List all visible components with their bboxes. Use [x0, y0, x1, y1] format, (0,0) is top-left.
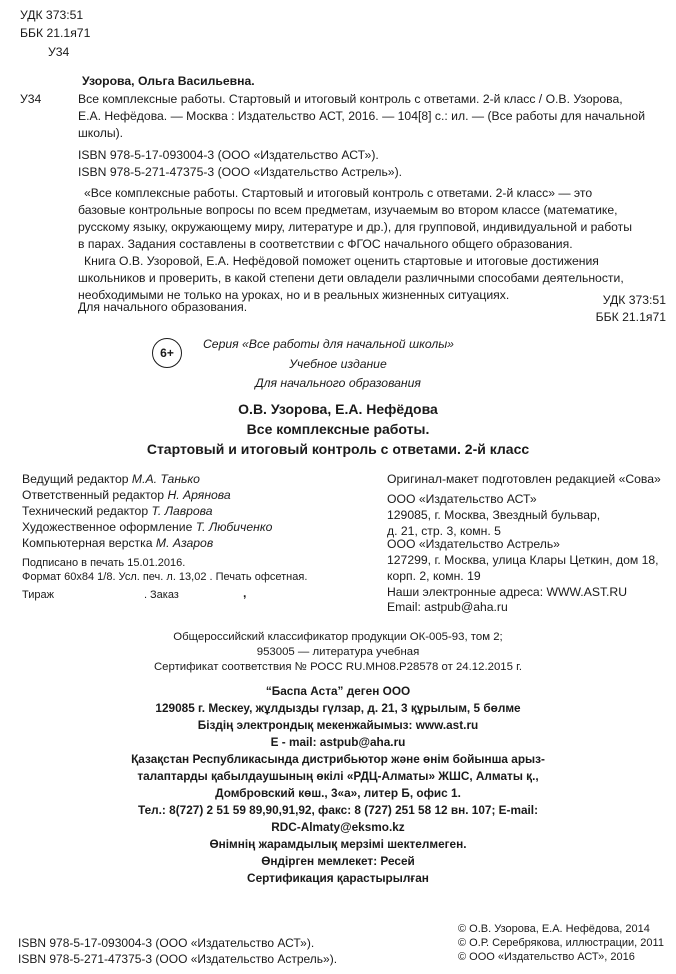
staff-role: Художественное оформление [22, 520, 193, 534]
kz-line: Тел.: 8(727) 2 51 59 89,90,91,92, факс: 8 (727) 251 58 12 вн. 107; E-mail: [137, 803, 538, 817]
series-edition: Учебное издание [289, 357, 387, 371]
staff-role: Ответственный редактор [22, 488, 165, 502]
publisher-web: Наши электронные адреса: WWW.AST.RU [387, 585, 628, 599]
footer-isbn-1: ISBN 978-5-17-093004-3 (ООО «Издательство АСТ»). [18, 936, 315, 950]
footer-copyright-2: © О.Р. Серебрякова, иллюстрации, 2011 [458, 937, 664, 949]
publisher-email: Email: astpub@aha.ru [387, 600, 508, 614]
series-name: Серия «Все работы для начальной школы» [203, 337, 454, 351]
biblio-bbk: ББК 21.1я71 [595, 310, 666, 324]
print-format: Формат 60x84 1/8. Усл. печ. л. 13,02 . Печать офсетная. [22, 571, 308, 583]
staff-row [22, 472, 272, 487]
biblio-description [78, 186, 632, 303]
publisher-name: ООО «Издательство Астрель» [387, 537, 560, 551]
staff-role: Компьютерная верстка [22, 536, 153, 550]
biblio-isbn-2: ISBN 978-5-271-47375-3 (ООО «Издательство Астрель»). [78, 165, 403, 179]
header-bbk: ББК 21.1я71 [20, 26, 91, 40]
desc-line: необходимыми не только на уроках, но и в реальных жизненных ситуациях. [78, 288, 510, 302]
publisher-astrel [387, 537, 659, 584]
publisher-address: 129085, г. Москва, Звездный бульвар, [387, 508, 601, 522]
staff-row [22, 520, 272, 535]
staff-row [22, 536, 272, 551]
kz-imprint [80, 684, 596, 886]
kz-line: талаптарды қабылдаушының өкілі «РДЦ-Алматы» ЖШС, Алматы қ., [137, 769, 539, 783]
series-audience: Для начального образования [255, 376, 421, 390]
print-tirazh: Тираж [22, 589, 54, 601]
kz-line: RDC-Almaty@eksmo.kz [271, 820, 405, 834]
kz-line: Өнімнің жарамдылық мерзімі шектелмеген. [209, 837, 467, 851]
kz-line: Домбровский көш., 3«а», литер Б, офис 1. [215, 786, 461, 800]
print-signed: Подписано в печать 15.01.2016. [22, 557, 186, 569]
staff-name: Т. Любиченко [195, 520, 273, 534]
publisher-address: корп. 2, комн. 19 [387, 569, 481, 583]
title-authors: О.В. Узорова, Е.А. Нефёдова [238, 401, 438, 417]
biblio-udk: УДК 373:51 [602, 293, 666, 307]
staff-row [22, 488, 272, 503]
kz-line: E - mail: astpub@aha.ru [270, 735, 406, 749]
desc-line: школьников и проверить, в какой степени дети овладели различными способами деятельности, [78, 271, 624, 285]
staff-list [22, 472, 272, 551]
publisher-address: 127299, г. Москва, улица Клары Цеткин, дом 18, [387, 553, 659, 567]
kz-line: Өндірген мемлекет: Ресей [261, 854, 415, 868]
age-rating-badge: 6+ [152, 338, 182, 368]
kz-line: “Баспа Аста” деген ООО [265, 684, 411, 698]
desc-line: «Все комплексные работы. Стартовый и итоговый контроль с ответами. 2-й класс» — это [84, 186, 593, 200]
kz-line: Қазақстан Республикасында дистрибьютор және өнім бойынша арыз- [131, 752, 545, 766]
desc-line: русскому языку, окружающему миру, литературе и др.), для групповой, индивидуальной и работы [78, 220, 633, 234]
biblio-audience: Для начального образования. [78, 300, 248, 314]
staff-role: Ведущий редактор [22, 472, 129, 486]
classifier-line-1: Общероссийский классификатор продукции ОК-005-93, том 2; [173, 631, 503, 643]
biblio-line-2: Е.А. Нефёдова. — Москва : Издательство АСТ, 2016. — 104[8] с.: ил. — (Все работы для начальной [78, 109, 646, 123]
publisher-address: д. 21, стр. 3, комн. 5 [387, 524, 501, 538]
staff-name: М.А. Танько [131, 472, 200, 486]
original-layout-note: Оригинал-макет подготовлен редакцией «Сова» [387, 472, 661, 486]
biblio-line-3: школы). [78, 126, 124, 140]
publisher-ast [387, 492, 600, 539]
footer-isbn-2: ISBN 978-5-271-47375-3 (ООО «Издательство Астрель»). [18, 952, 338, 966]
desc-line: Книга О.В. Узоровой, Е.А. Нефёдовой поможет оценить стартовые и итоговые достижения [84, 254, 599, 268]
classifier-line-2: 953005 — литература учебная [256, 646, 420, 658]
biblio-line-1: Все комплексные работы. Стартовый и итоговый контроль с ответами. 2-й класс / О.В. Узорова, [78, 92, 623, 106]
staff-name: Т. Лаврова [151, 504, 213, 518]
kz-line: Біздің электрондық мекенжайымыз: www.ast.ru [197, 718, 479, 732]
staff-name: М. Азаров [155, 536, 214, 550]
staff-role: Технический редактор [22, 504, 149, 518]
classifier-line-3: Сертификат соответствия № РОСС RU.МН08.Р28578 от 24.12.2015 г. [153, 661, 523, 673]
biblio-code: У34 [20, 92, 42, 106]
header-code: У34 [48, 45, 70, 59]
staff-row [22, 504, 272, 519]
title-line-2: Стартовый и итоговый контроль с ответами. 2-й класс [146, 441, 530, 457]
footer-copyright-3: © ООО «Издательство АСТ», 2016 [458, 951, 635, 963]
header-udk: УДК 373:51 [20, 8, 84, 22]
publisher-name: ООО «Издательство АСТ» [387, 492, 537, 506]
kz-line: 129085 г. Мескеу, жұлдызды гүлзар, д. 21, 3 құрылым, 5 бөлме [155, 701, 521, 715]
title-line-1: Все комплексные работы. [246, 421, 430, 437]
print-zakaz: Заказ [150, 589, 179, 601]
print-tirazh-dot: . [144, 589, 148, 601]
biblio-author: Узорова, Ольга Васильевна. [82, 74, 255, 88]
biblio-isbn-1: ISBN 978-5-17-093004-3 (ООО «Издательство АСТ»). [78, 148, 379, 162]
kz-line: Сертификация қарастырылған [247, 871, 429, 885]
print-zakaz-comma: , [243, 586, 247, 600]
desc-line: в парах. Задания составлены в соответствии с ФГОС начального общего образования. [78, 237, 573, 251]
footer-copyright-1: © О.В. Узорова, Е.А. Нефёдова, 2014 [458, 923, 650, 935]
staff-name: Н. Арянова [167, 488, 231, 502]
desc-line: базовые контрольные вопросы по всем предметам, изучаемым во втором классе (математике, [78, 203, 618, 217]
